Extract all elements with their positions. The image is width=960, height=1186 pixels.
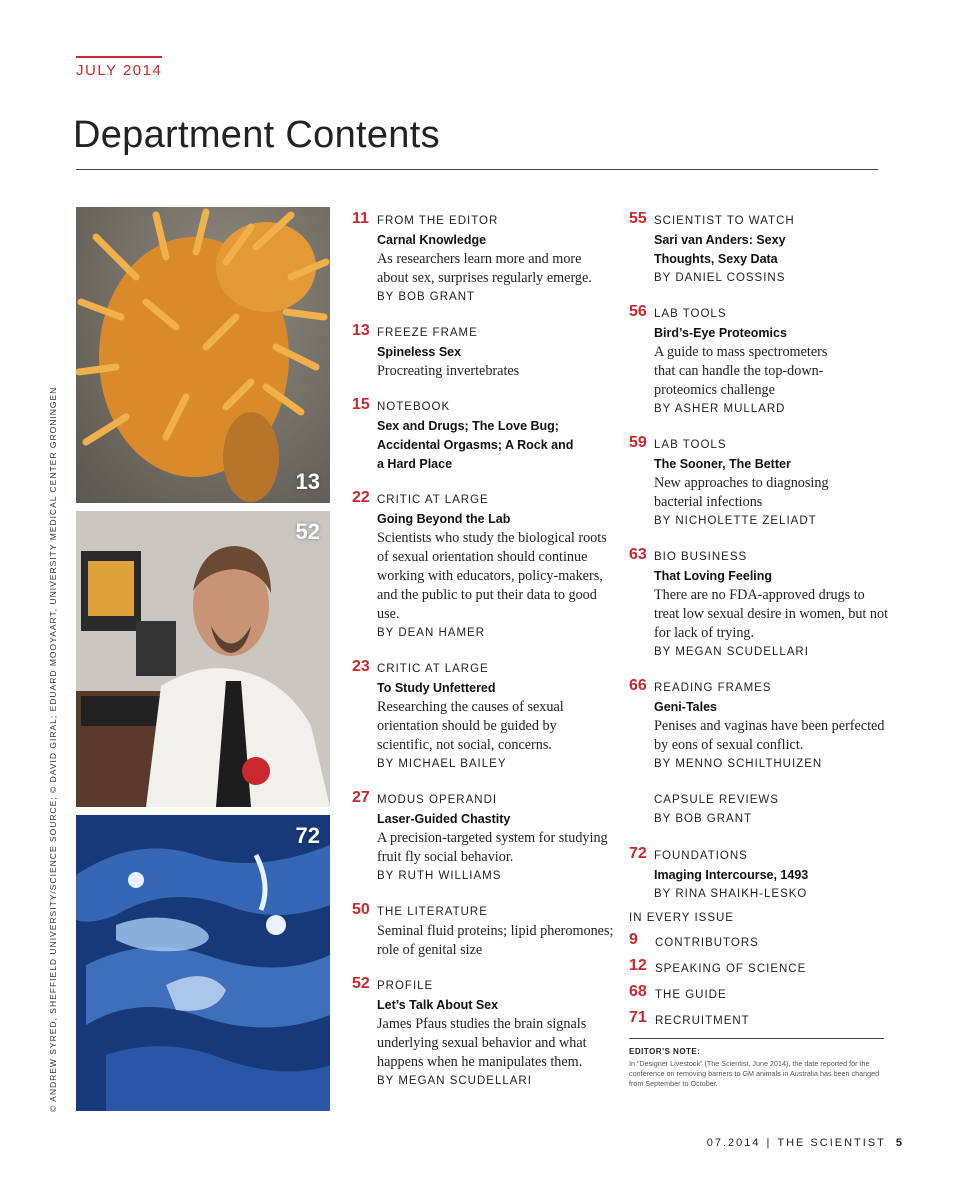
entry-department: READING FRAMES <box>654 682 772 694</box>
every-issue-item[interactable] <box>629 1010 889 1036</box>
entry-description: Seminal fluid proteins; lipid pheromones; role of genital size <box>377 923 614 958</box>
entry-headline: Geni-Tales <box>654 700 717 714</box>
entry-page-number: 52 <box>352 975 370 992</box>
page-footer <box>707 1137 904 1149</box>
contents-entry[interactable] <box>629 847 889 904</box>
contents-entry[interactable] <box>629 791 889 829</box>
entry-page-number: 63 <box>629 546 647 563</box>
entry-page-number: 66 <box>629 677 647 694</box>
entry-description: A guide to mass spectrometers that can handle the top-down-proteomics challenge <box>654 344 828 398</box>
entry-headline: Spineless Sex <box>377 345 462 359</box>
contents-column-right <box>629 212 889 1089</box>
entry-page-number: 22 <box>352 489 370 506</box>
entry-department: THE LITERATURE <box>377 906 488 918</box>
scientist-portrait-illustration <box>76 511 330 807</box>
entry-byline: BY MEGAN SCUDELLARI <box>377 1075 532 1087</box>
contents-entry[interactable] <box>352 491 614 643</box>
page-title: Department Contents <box>73 114 440 156</box>
entry-description: James Pfaus studies the brain signals underlying sexual behavior and what happens when he manipulates them. <box>377 1016 587 1070</box>
in-every-issue-heading: IN EVERY ISSUE <box>629 912 734 924</box>
entry-headline: Imaging Intercourse, 1493 <box>654 868 809 882</box>
entry-page-number: 15 <box>352 396 370 413</box>
entry-department: BIO BUSINESS <box>654 551 748 563</box>
entry-byline: BY RINA SHAIKH-LESKO <box>654 888 808 900</box>
contents-entry[interactable] <box>629 305 889 419</box>
photo-credit: © ANDREW SYRED, SHEFFIELD UNIVERSITY/SCIENCE SOURCE; © DAVID GIRAL; EDUARD MOOYAART, UNIVERSITY MEDICAL CENTER GRONINGEN <box>48 386 58 1112</box>
entry-headline: Let’s Talk About Sex <box>377 998 499 1012</box>
photo-page-number: 13 <box>295 469 320 494</box>
entry-byline: BY MICHAEL BAILEY <box>377 758 507 770</box>
contents-entry[interactable] <box>352 324 614 381</box>
photo-sea-cucumber-micrograph[interactable] <box>76 207 330 503</box>
entry-page-number: 12 <box>629 957 647 974</box>
entry-department: MODUS OPERANDI <box>377 794 498 806</box>
entry-byline: BY DEAN HAMER <box>377 627 486 639</box>
every-issue-label: SPEAKING OF SCIENCE <box>655 963 807 975</box>
contents-entry[interactable] <box>352 398 614 474</box>
entry-page-number: 59 <box>629 434 647 451</box>
every-issue-item[interactable] <box>629 932 889 958</box>
entry-page-number: 56 <box>629 303 647 320</box>
footer-page-number: 5 <box>895 1137 904 1149</box>
entry-department: FOUNDATIONS <box>654 850 748 862</box>
editors-note-divider <box>629 1038 884 1039</box>
issue-date: JULY 2014 <box>76 62 163 79</box>
footer-separator: | <box>766 1137 772 1149</box>
contents-column-middle <box>352 212 614 1108</box>
contents-entry[interactable] <box>629 548 889 662</box>
entry-page-number: 23 <box>352 658 370 675</box>
entry-headline: Sari van Anders: Sexy Thoughts, Sexy Data <box>654 233 786 266</box>
entry-description: Penises and vaginas have been perfected by eons of sexual conflict. <box>654 718 885 753</box>
contents-entry[interactable] <box>352 903 614 960</box>
every-issue-label: RECRUITMENT <box>655 1015 750 1027</box>
contents-entry[interactable] <box>352 791 614 886</box>
every-issue-item[interactable] <box>629 958 889 984</box>
contents-entry[interactable] <box>352 660 614 774</box>
contents-entry[interactable] <box>352 212 614 307</box>
footer-date: 07.2014 <box>706 1137 761 1149</box>
entry-department: FROM THE EDITOR <box>377 215 499 227</box>
entry-headline: Going Beyond the Lab <box>377 512 511 526</box>
mri-scan-illustration <box>76 815 330 1111</box>
footer-magazine-name: THE SCIENTIST <box>777 1137 886 1149</box>
photo-mri-scan[interactable] <box>76 815 330 1111</box>
entry-page-number: 71 <box>629 1009 647 1026</box>
entry-headline: The Sooner, The Better <box>654 457 791 471</box>
entry-headline: Carnal Knowledge <box>377 233 487 247</box>
title-divider <box>76 169 878 170</box>
entry-byline: BY RUTH WILLIAMS <box>377 870 502 882</box>
entry-description: Researching the causes of sexual orientation should be guided by scientific, not social, concerns. <box>377 699 564 753</box>
entry-department: CRITIC AT LARGE <box>377 663 489 675</box>
contents-entry[interactable] <box>352 977 614 1091</box>
entry-department: CAPSULE REVIEWS <box>654 794 779 806</box>
entry-page-number: 9 <box>629 931 638 948</box>
every-issue-label: THE GUIDE <box>655 989 727 1001</box>
entry-byline: BY NICHOLETTE ZELIADT <box>654 515 817 527</box>
entry-byline: BY DANIEL COSSINS <box>654 272 786 284</box>
entry-department: LAB TOOLS <box>654 439 727 451</box>
entry-description: A precision-targeted system for studying fruit fly social behavior. <box>377 830 608 865</box>
entry-page-number: 68 <box>629 983 647 1000</box>
issue-date-rule <box>76 56 162 58</box>
photo-page-number: 52 <box>295 519 320 544</box>
entry-department: LAB TOOLS <box>654 308 727 320</box>
entry-page-number: 11 <box>352 210 369 227</box>
entry-headline: Laser-Guided Chastity <box>377 812 511 826</box>
editors-note-title: EDITOR'S NOTE: <box>629 1047 701 1056</box>
entry-headline: Bird’s-Eye Proteomics <box>654 326 787 340</box>
entry-page-number: 55 <box>629 210 647 227</box>
photo-page-number: 72 <box>295 823 320 848</box>
entry-description: As researchers learn more and more about sex, surprises regularly emerge. <box>377 251 592 286</box>
entry-byline: BY MEGAN SCUDELLARI <box>654 646 809 658</box>
spiny-organism-illustration <box>76 207 330 503</box>
entry-byline: BY MENNO SCHILTHUIZEN <box>654 758 823 770</box>
entry-page-number: 50 <box>352 901 370 918</box>
entry-department: NOTEBOOK <box>377 401 451 413</box>
entry-description: Scientists who study the biological roots of sexual orientation should continue working with educators, policy-makers, and the public to put their data to good use. <box>377 530 607 622</box>
entry-department: PROFILE <box>377 980 434 992</box>
contents-entry[interactable] <box>629 212 889 288</box>
entry-description: Procreating invertebrates <box>377 363 520 379</box>
entry-page-number: 13 <box>352 322 370 339</box>
entry-byline: BY BOB GRANT <box>654 813 753 825</box>
entry-department: SCIENTIST TO WATCH <box>654 215 795 227</box>
entry-department: FREEZE FRAME <box>377 327 478 339</box>
entry-headline: Sex and Drugs; The Love Bug; Accidental Orgasms; A Rock and a Hard Place <box>377 419 574 471</box>
entry-headline: To Study Unfettered <box>377 681 496 695</box>
entry-byline: BY ASHER MULLARD <box>654 403 786 415</box>
entry-description: There are no FDA-approved drugs to treat low sexual desire in women, but not for lack of trying. <box>654 587 889 641</box>
entry-headline: That Loving Feeling <box>654 569 773 583</box>
entry-byline: BY BOB GRANT <box>377 291 476 303</box>
every-issue-label: CONTRIBUTORS <box>655 937 759 949</box>
entry-department: CRITIC AT LARGE <box>377 494 489 506</box>
every-issue-item[interactable] <box>629 984 889 1010</box>
entry-description: New approaches to diagnosing bacterial infections <box>654 475 829 510</box>
photo-james-pfaus[interactable] <box>76 511 330 807</box>
contents-entry[interactable] <box>629 679 889 774</box>
entry-page-number: 72 <box>629 845 647 862</box>
entry-page-number: 27 <box>352 789 370 806</box>
contents-entry[interactable] <box>629 436 889 531</box>
editors-note-text: In “Designer Livestock” (The Scientist, June 2014), the date reported for the conference on removing barriers to GM animals in Australia has been changed from September to October. <box>629 1059 880 1088</box>
